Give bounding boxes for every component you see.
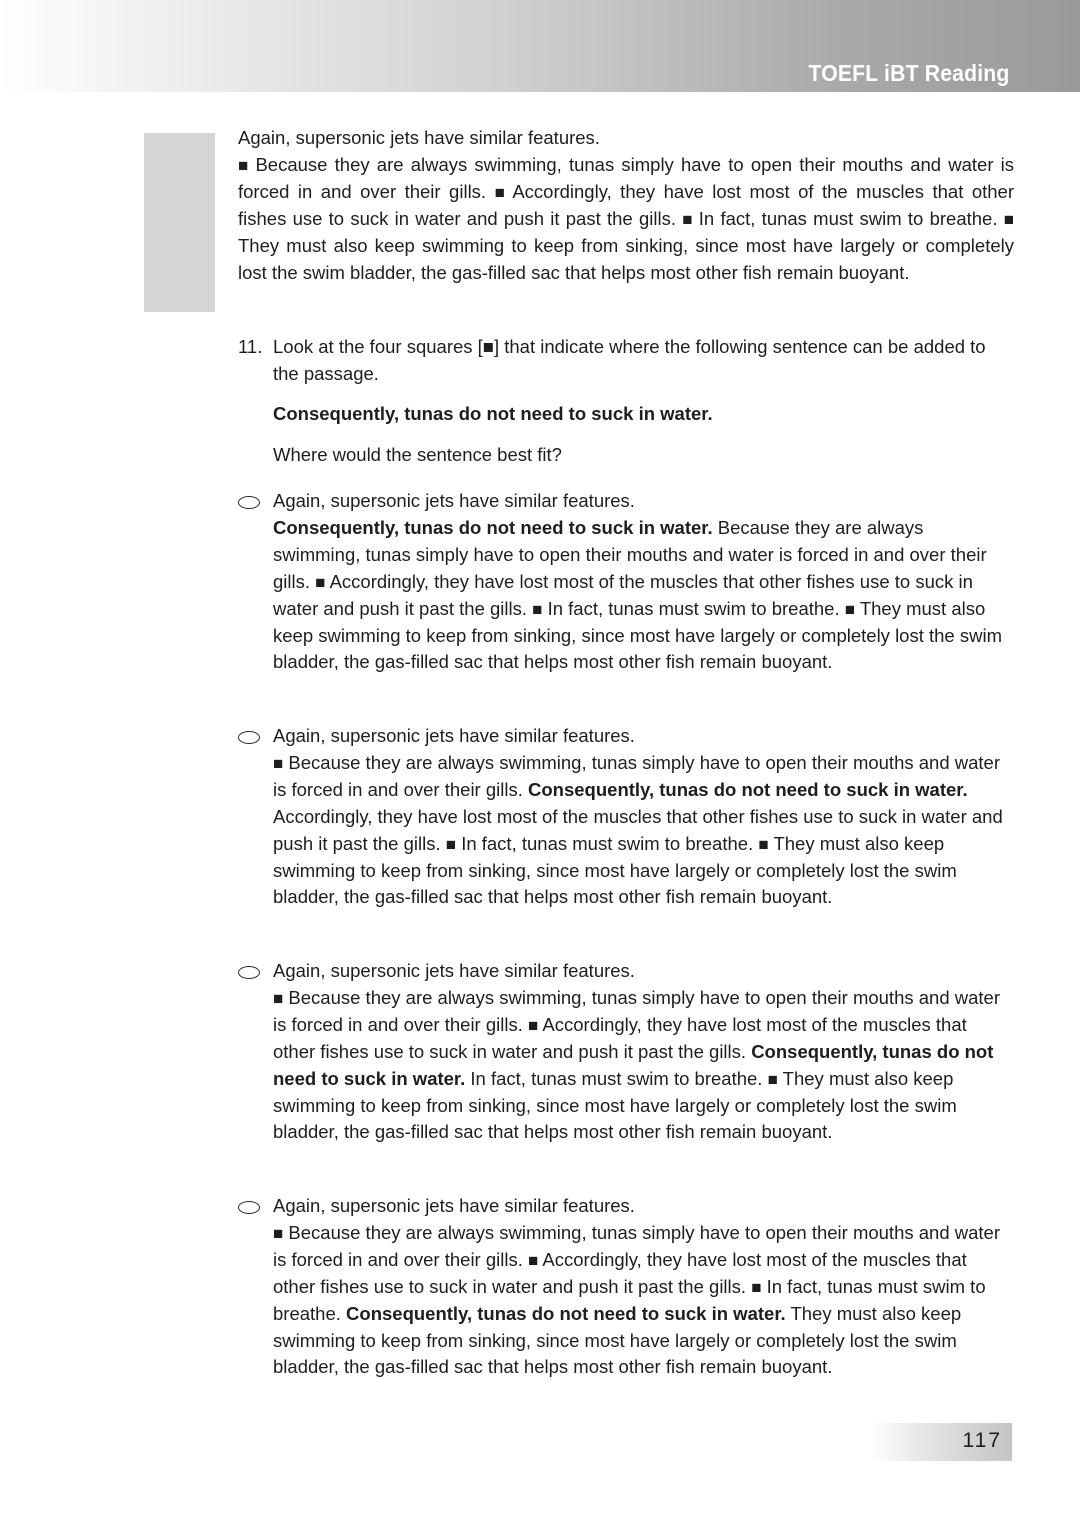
option-intro: Again, supersonic jets have similar features. bbox=[273, 490, 635, 511]
option-text: Consequently, tunas do not need to suck in water. Because they are always swimming, tunas simply have to open their mouths and water is forced in and over their gills. ■ Accordingly, they have lost most of the muscles that other fishes use to suck in water and push it past the gills. ■ In fact, tunas must swim to breathe. ■ They must also keep swimming to keep from sinking, since most have largely or completely lost the swim bladder, the gas-filled sac that helps most other fish remain buoyant. bbox=[273, 516, 1002, 673]
inserted-sentence: Consequently, tunas do not need to suck in water. bbox=[273, 1040, 994, 1089]
passage-body bbox=[238, 152, 1014, 287]
answer-option-c[interactable] bbox=[238, 958, 1014, 1146]
insertion-square-icon: ■ bbox=[844, 599, 856, 619]
passage-sentence-4: They must also keep swimming to keep from sinking, since most have largely or completely lost the swim bladder, the gas-filled sac that helps most other fish remain buoyant. bbox=[238, 234, 1014, 283]
radio-option-a[interactable] bbox=[238, 496, 260, 509]
passage-intro: Again, supersonic jets have similar features. bbox=[238, 127, 600, 148]
option-text: ■ Because they are always swimming, tunas simply have to open their mouths and water is forced in and over their gills. ■ Accordingly, they have lost most of the muscles that other fishes use to suck in water and push it past the gills. ■ In fact, tunas must swim to breathe. Consequently, tunas do not need to suck in water. They must also keep swimming to keep from sinking, since most have largely or completely lost the swim bladder, the gas-filled sac that helps most other fish remain buoyant. bbox=[273, 1221, 1000, 1378]
option-text: ■ Because they are always swimming, tunas simply have to open their mouths and water is forced in and over their gills. Consequently, tunas do not need to suck in water. Accordingly, they have lost most of the muscles that other fishes use to suck in water and push it past the gills. ■ In fact, tunas must swim to breathe. ■ They must also keep swimming to keep from sinking, since most have largely or completely lost the swim bladder, the gas-filled sac that helps most other fish remain buoyant. bbox=[273, 751, 1003, 908]
question-where: Where would the sentence best fit? bbox=[273, 443, 562, 465]
insertion-square-icon: ■ bbox=[528, 1250, 539, 1270]
insertion-square-icon: ■ bbox=[273, 753, 284, 773]
page-number: 117 bbox=[962, 1429, 1002, 1452]
insertion-square-icon: ■ bbox=[1003, 209, 1015, 229]
passage-sentence-3: In fact, tunas must swim to breathe. bbox=[698, 207, 998, 229]
option-text: ■ Because they are always swimming, tunas simply have to open their mouths and water is forced in and over their gills. ■ Accordingly, they have lost most of the muscles that other fishes use to suck in water and push it past the gills. Consequently, tunas do not need to suck in water. In fact, tunas must swim to breathe. ■ They must also keep swimming to keep from sinking, since most have largely or completely lost the swim bladder, the gas-filled sac that helps most other fish remain buoyant. bbox=[273, 986, 1000, 1143]
option-intro: Again, supersonic jets have similar features. bbox=[273, 960, 635, 981]
page-number-box bbox=[868, 1423, 1012, 1461]
header-band bbox=[0, 0, 1080, 92]
inserted-sentence: Consequently, tunas do not need to suck in water. bbox=[528, 778, 968, 800]
answer-option-a[interactable] bbox=[238, 488, 1014, 676]
header-title: TOEFL iBT Reading bbox=[808, 60, 1010, 86]
insertion-square-icon: ■ bbox=[682, 209, 693, 229]
insertion-square-icon: ■ bbox=[238, 155, 249, 175]
question bbox=[238, 334, 1014, 469]
insertion-square-icon: ■ bbox=[758, 834, 769, 854]
insertion-square-icon: ■ bbox=[528, 1015, 539, 1035]
passage-sentence-2: Accordingly, they have lost most of the muscles that other fishes use to suck in water and push it past the gills. bbox=[238, 180, 1015, 229]
insertion-square-icon: ■ bbox=[532, 599, 543, 619]
insertion-square-icon: ■ bbox=[273, 988, 284, 1008]
target-sentence: Consequently, tunas do not need to suck in water. bbox=[273, 402, 713, 424]
insertion-square-icon: ■ bbox=[751, 1277, 762, 1297]
insertion-square-icon: ■ bbox=[315, 572, 326, 592]
question-prompt: Look at the four squares [■] that indicate where the following sentence can be added to the passage. bbox=[273, 336, 986, 384]
radio-option-d[interactable] bbox=[238, 1201, 260, 1214]
insertion-square-icon: ■ bbox=[445, 834, 457, 854]
inserted-sentence: Consequently, tunas do not need to suck in water. bbox=[273, 516, 713, 538]
insertion-square-icon: ■ bbox=[767, 1069, 778, 1089]
inserted-sentence: Consequently, tunas do not need to suck in water. bbox=[346, 1302, 786, 1324]
insertion-square-icon: ■ bbox=[494, 182, 505, 202]
option-intro: Again, supersonic jets have similar features. bbox=[273, 1195, 635, 1216]
question-number: 11. bbox=[238, 336, 263, 357]
passage bbox=[238, 125, 1014, 286]
radio-option-b[interactable] bbox=[238, 731, 260, 744]
answer-option-d[interactable] bbox=[238, 1193, 1014, 1381]
passage-marker-block bbox=[144, 133, 215, 312]
radio-option-c[interactable] bbox=[238, 966, 260, 979]
answer-option-b[interactable] bbox=[238, 723, 1014, 911]
passage-sentence-1: Because they are always swimming, tunas simply have to open their mouths and water is forced in and over their gills. bbox=[238, 153, 1015, 202]
insertion-square-icon: ■ bbox=[273, 1223, 284, 1243]
option-intro: Again, supersonic jets have similar features. bbox=[273, 725, 635, 746]
